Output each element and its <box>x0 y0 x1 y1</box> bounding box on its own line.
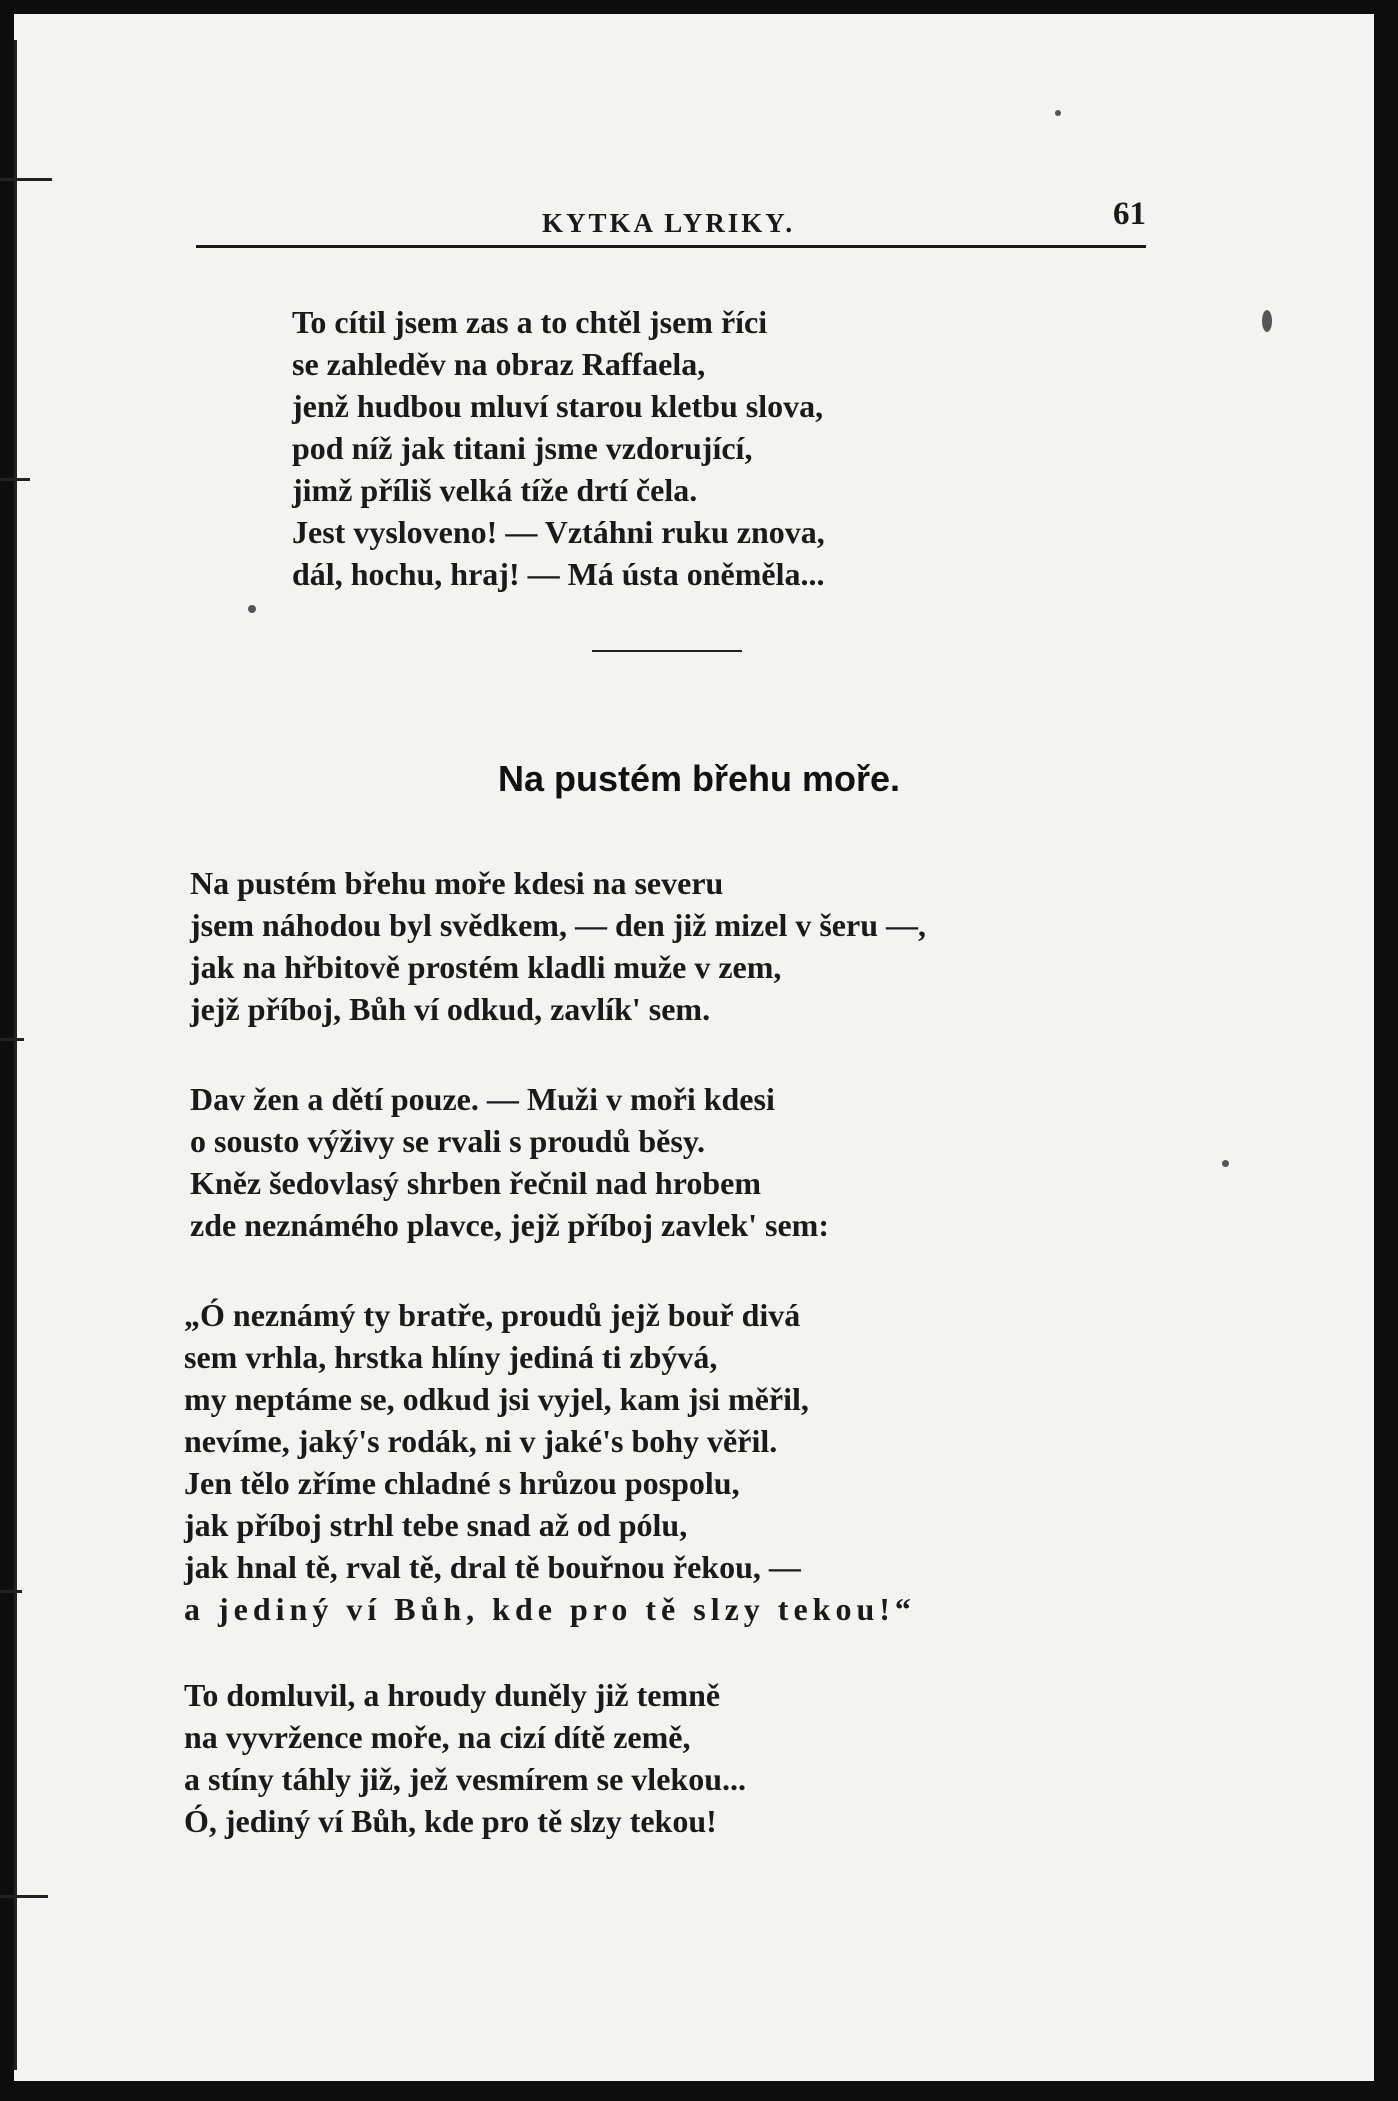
verse-line: dál, hochu, hraj! — Má ústa oněměla... <box>292 556 825 592</box>
verse-line: Kněz šedovlasý shrben řečnil nad hrobem <box>190 1165 761 1201</box>
stanza-3 <box>184 1294 916 1630</box>
verse-line: jak hnal tě, rval tě, dral tě bouřnou řekou, — <box>184 1549 801 1585</box>
verse-line: sem vrhla, hrstka hlíny jediná ti zbývá, <box>184 1339 718 1375</box>
previous-poem-ending <box>292 301 825 595</box>
scan-border-right <box>1374 0 1398 2101</box>
binding-mark <box>0 1895 48 1898</box>
binding-mark <box>0 1590 22 1593</box>
scan-speck <box>248 605 256 613</box>
verse-line: Dav žen a dětí pouze. — Muži v moři kdesi <box>190 1081 775 1117</box>
verse-line: pod níž jak titani jsme vzdorující, <box>292 430 753 466</box>
stanza-2 <box>190 1078 829 1246</box>
verse-line: nevíme, jaký's rodák, ni v jaké's bohy věřil. <box>184 1423 778 1459</box>
verse-line: Na pustém břehu moře kdesi na severu <box>190 865 724 901</box>
stanza-1 <box>190 862 926 1030</box>
verse-line: jimž příliš velká tíže drtí čela. <box>292 472 698 508</box>
verse-line: se zahleděv na obraz Raffaela, <box>292 346 706 382</box>
binding-mark <box>0 1038 24 1041</box>
verse-line: a stíny táhly již, jež vesmírem se vlekou... <box>184 1761 746 1797</box>
verse-line: jejž příboj, Bůh ví odkud, zavlík' sem. <box>190 991 711 1027</box>
binding-gutter-line <box>14 40 17 2070</box>
verse-line: jak na hřbitově prostém kladli muže v zem, <box>190 949 782 985</box>
scan-border-top <box>0 0 1398 14</box>
binding-mark <box>0 478 30 481</box>
verse-line: Jest vysloveno! — Vztáhni ruku znova, <box>292 514 825 550</box>
scan-speck <box>1262 310 1272 332</box>
verse-line: „Ó neznámý ty bratře, proudů jejž bouř divá <box>184 1297 801 1333</box>
binding-mark <box>0 178 52 181</box>
scan-border-bottom <box>0 2081 1398 2101</box>
verse-line: zde neznámého plavce, jejž příboj zavlek' sem: <box>190 1207 829 1243</box>
verse-line: Jen tělo zříme chladné s hrůzou pospolu, <box>184 1465 740 1501</box>
scan-speck <box>1055 110 1061 116</box>
running-head: KYTKA LYRIKY. <box>542 208 796 238</box>
page-header <box>196 196 1146 248</box>
verse-line: my neptáme se, odkud jsi vyjel, kam jsi měřil, <box>184 1381 809 1417</box>
verse-line: jsem náhodou byl svědkem, — den již mizel v šeru —, <box>190 907 926 943</box>
poem-title: Na pustém břehu moře. <box>497 758 901 799</box>
verse-line: jak příboj strhl tebe snad až od pólu, <box>184 1507 688 1543</box>
section-separator <box>592 650 742 652</box>
stanza-4 <box>184 1674 746 1842</box>
verse-line: jenž hudbou mluví starou kletbu slova, <box>292 388 824 424</box>
verse-line: o sousto výživy se rvali s proudů běsy. <box>190 1123 706 1159</box>
header-rule <box>196 245 1146 248</box>
scan-border-left <box>0 0 14 2101</box>
verse-line: a jediný ví Bůh, kde pro tě slzy tekou!“ <box>184 1591 916 1627</box>
verse-line: Ó, jediný ví Bůh, kde pro tě slzy tekou! <box>184 1803 717 1839</box>
page-number: 61 <box>1113 196 1146 232</box>
verse-line: To domluvil, a hroudy duněly již temně <box>184 1677 721 1713</box>
verse-line: na vyvržence moře, na cizí dítě země, <box>184 1719 691 1755</box>
scan-speck <box>1222 1160 1229 1167</box>
verse-line: To cítil jsem zas a to chtěl jsem říci <box>292 304 768 340</box>
